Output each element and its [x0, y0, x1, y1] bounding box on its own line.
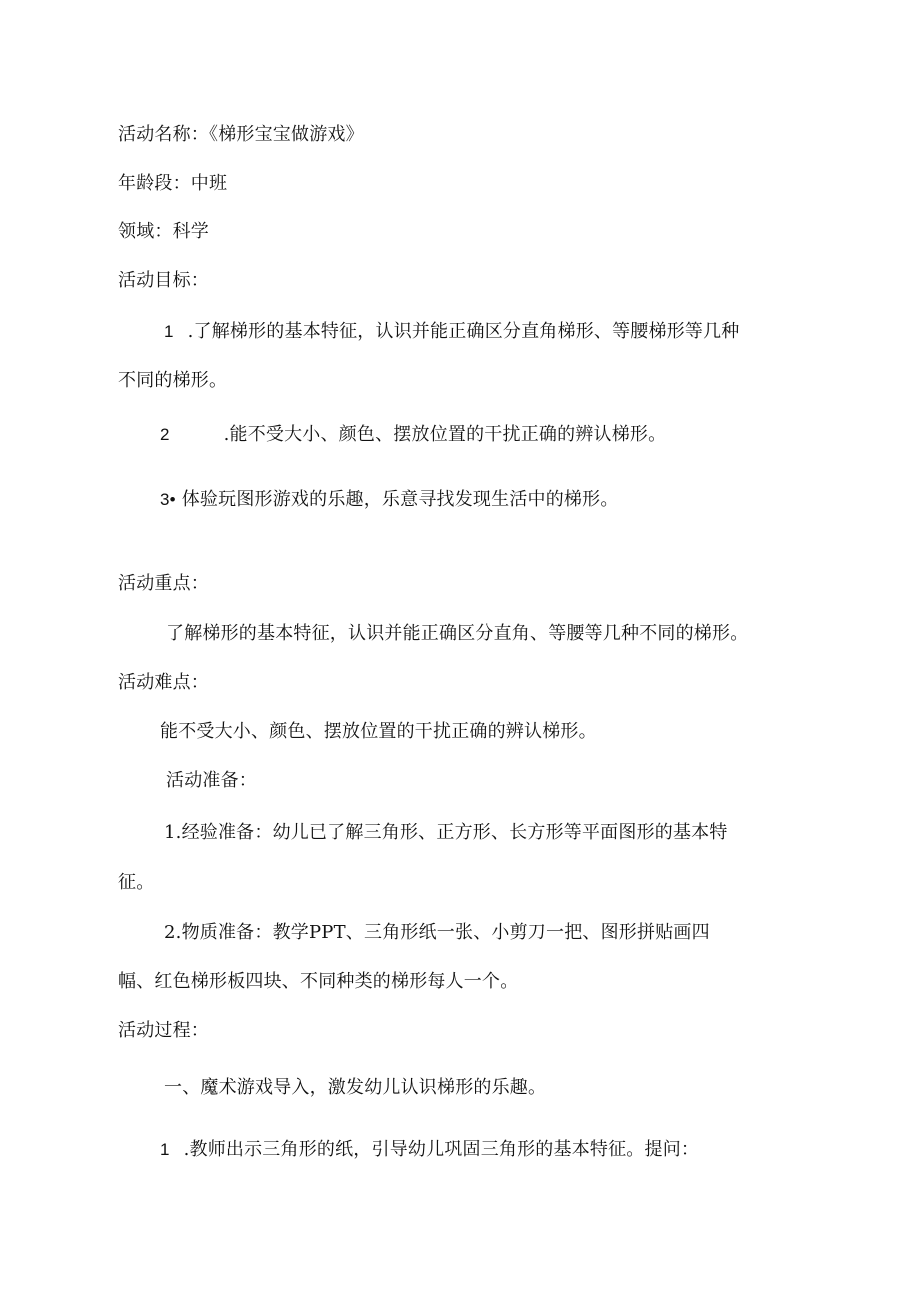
preparation-heading: 活动准备：	[166, 770, 257, 791]
goal-1-number: 1	[164, 322, 174, 341]
activity-name: 活动名称：《梯形宝宝做游戏》	[118, 124, 364, 145]
goals-heading: 活动目标：	[118, 270, 209, 291]
process-step-1-number: 1	[160, 1140, 170, 1159]
preparation-2-line-1: 2.物质准备：教学PPT、三角形纸一张、小剪刀一把、图形拼贴画四	[164, 922, 710, 943]
preparation-1-line-2: 征。	[118, 872, 155, 893]
goal-3-text: 体验玩图形游戏的乐趣，乐意寻找发现生活中的梯形。	[181, 489, 619, 510]
difficulty-text: 能不受大小、颜色、摆放位置的干扰正确的辨认梯形。	[160, 721, 597, 742]
age-group: 年龄段：中班	[118, 173, 228, 194]
process-heading: 活动过程：	[118, 1020, 209, 1041]
goal-1-line-2: 不同的梯形。	[118, 370, 228, 391]
goal-1-line-1	[164, 320, 740, 344]
goal-2-text: .能不受大小、颜色、摆放位置的干扰正确的辨认梯形。	[223, 424, 667, 445]
goal-2	[160, 423, 666, 447]
difficulty-heading: 活动难点：	[118, 672, 209, 693]
preparation-1-line-1: 1.经验准备：幼儿已了解三角形、正方形、长方形等平面图形的基本特	[164, 822, 728, 843]
domain-field: 领域：科学	[118, 221, 209, 242]
process-step-1-text: .教师出示三角形的纸，引导幼儿巩固三角形的基本特征。提问：	[183, 1139, 700, 1160]
goal-3	[160, 488, 619, 512]
key-point-text: 了解梯形的基本特征，认识并能正确区分直角、等腰等几种不同的梯形。	[166, 623, 749, 644]
key-point-heading: 活动重点：	[118, 573, 209, 594]
process-section-1: 一、魔术游戏导入，激发幼儿认识梯形的乐趣。	[164, 1077, 547, 1098]
process-step-1	[160, 1138, 699, 1162]
goal-1-text: .了解梯形的基本特征，认识并能正确区分直角梯形、等腰梯形等几种	[187, 321, 740, 342]
goal-3-number: 3•	[160, 490, 176, 509]
goal-2-number: 2	[160, 425, 170, 444]
preparation-2-line-2: 幅、红色梯形板四块、不同种类的梯形每人一个。	[118, 971, 519, 992]
